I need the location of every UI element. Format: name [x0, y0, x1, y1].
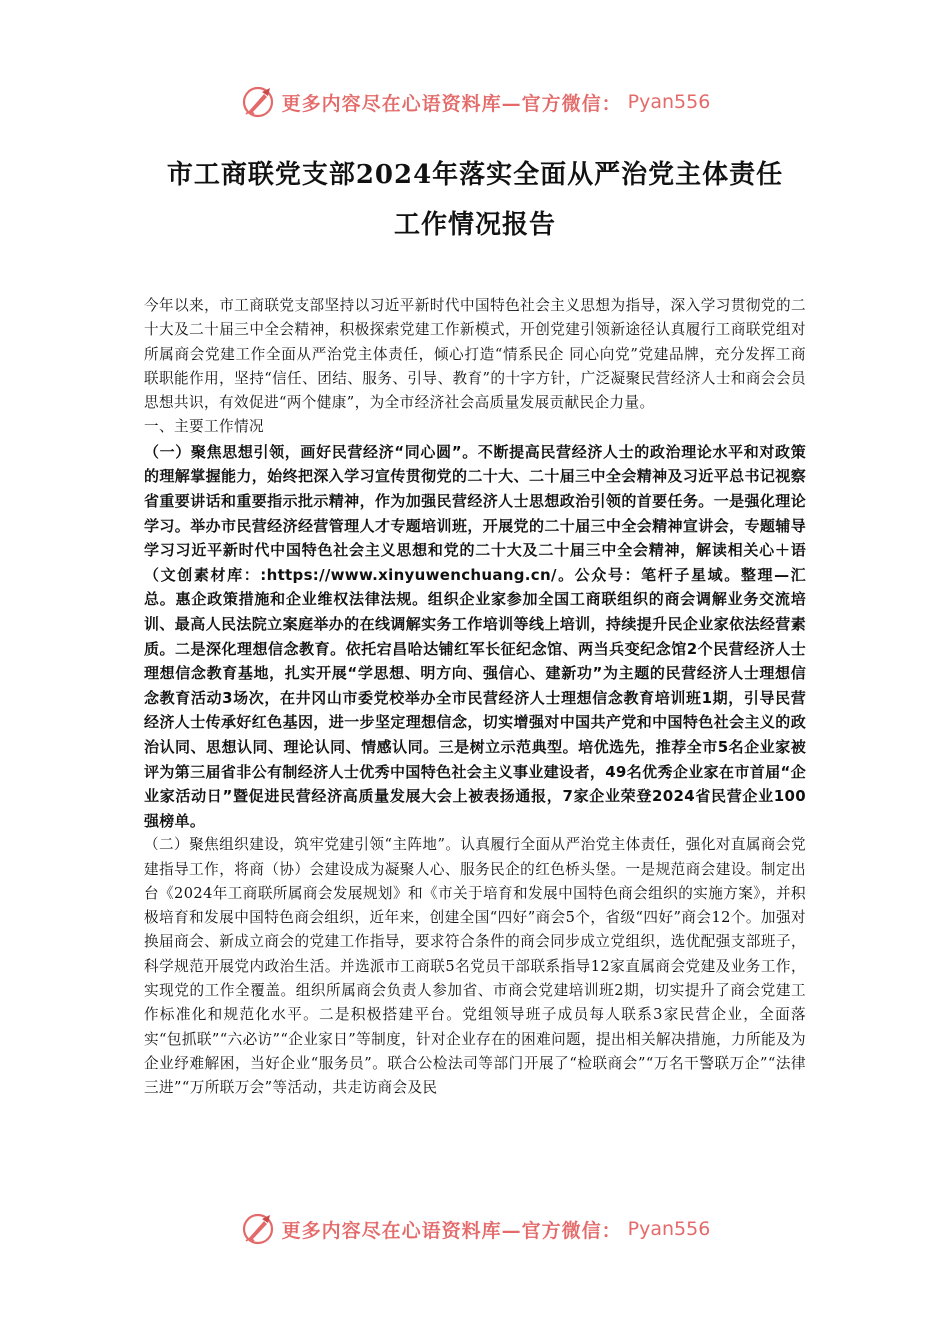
document-body: [144, 294, 806, 1101]
title-line-1: 市工商联党支部2024年落实全面从严治党主体责任: [166, 160, 784, 190]
title-line-2: 工作情况报告: [393, 210, 556, 240]
section-part-2: （二）聚焦组织建设，筑牢党建引领“主阵地”。认真履行全面从严治党主体责任，强化对直属商会党建指导工作，将商（协）会建设成为凝聚人心、服务民企的红色桥头堡。一是规范商会建设。制定出台《2024年工商联所属商会发展规划》和《市关于培育和发展中国特色商会组织的实施方案》，并积极培育和发展中国特色商会组织，近年来，创建全国“四好”商会5个，省级“四好”商会12个。加强对换届商会、新成立商会的党建工作指导，要求符合条件的商会同步成立党组织，选优配强支部班子，科学规范开展党内政治生活。并选派市工商联5名党员干部联系指导12家直属商会党建及业务工作，实现党的工作全覆盖。组织所属商会负责人参加省、市商会党建培训班2期，切实提升了商会党建工作标准化和规范化水平。二是积极搭建平台。党组领导班子成员每人联系3家民营企业，全面落实“包抓联”“六必访”“企业家日”等制度，针对企业存在的困难问题，提出相关解决措施，力所能及为企业纾难解困，当好企业“服务员”。联合公检法司等部门开展了“检联商会”“万名干警联万企”“法律三进”“万所联万会”等活动，共走访商会及民: [144, 836, 806, 1097]
intro-paragraph: 今年以来，市工商联党支部坚持以习近平新时代中国特色社会主义思想为指导，深入学习贯彻党的二十大及二十届三中全会精神，积极探索党建工作新模式，开创党建引领新途径认真履行工商联党组对所属商会党建工作全面从严治党主体责任，倾心打造“情系民企 同心向党”党建品牌，充分发挥工商联职能作用，坚持“信任、团结、服务、引导、教育”的十字方针，广泛凝聚民营经济人士和商会会员思想共识，有效促进“两个健康”，为全市经济社会高质量发展贡献民企力量。: [144, 297, 806, 412]
pen-logo-icon: [240, 1211, 276, 1247]
watermark-banner-top: [0, 82, 950, 122]
watermark-handle: Pyan556: [627, 1218, 711, 1240]
document-title: [100, 150, 850, 250]
watermark-text: 更多内容尽在心语资料库—官方微信：: [281, 1219, 622, 1242]
watermark-banner-bottom: [0, 1209, 950, 1249]
watermark-handle: Pyan556: [627, 91, 711, 113]
section-heading: 一、主要工作情况: [144, 418, 264, 436]
watermark-text: 更多内容尽在心语资料库—官方微信：: [281, 92, 622, 115]
section-part-1: （一）聚焦思想引领，画好民营经济“同心圆”。不断提高民营经济人士的政治理论水平和对政策的理解掌握能力，始终把深入学习宣传贯彻党的二十大、二十届三中全会精神及习近平总书记视察省重要讲话和重要指示批示精神，作为加强民营经济人士思想政治引领的首要任务。一是强化理论学习。举办市民营经济经营管理人才专题培训班，开展党的二十届三中全会精神宣讲会，专题辅导学习习近平新时代中国特色社会主义思想和党的二十大及二十届三中全会精神，解读相关心＋语（文创素材库：:https://www.xinyuwenchuang.cn/。公众号：笔杆子星域。整理—汇总。惠企政策措施和企业维权法律法规。组织企业家参加全国工商联组织的商会调解业务交流培训、最高人民法院立案庭举办的在线调解实务工作培训等线上培训，持续提升民企业家依法经营素质。二是深化理想信念教育。依托宕昌哈达铺红军长征纪念馆、两当兵变纪念馆2个民营经济人士理想信念教育基地，扎实开展“学思想、明方向、强信心、建新功”为主题的民营经济人士理想信念教育活动3场次，在井冈山市委党校举办全市民营经济人士理想信念教育培训班1期，引导民营经济人士传承好红色基因，进一步坚定理想信念，切实增强对中国共产党和中国特色社会主义的政治认同、思想认同、理论认同、情感认同。三是树立示范典型。培优选先，推荐全市5名企业家被评为第三届省非公有制经济人士优秀中国特色社会主义事业建设者，49名优秀企业家在市首届“企业家活动日”暨促进民营经济高质量发展大会上被表扬通报，7家企业荣登2024省民营企业100强榜单。: [144, 442, 806, 830]
pen-logo-icon: [240, 84, 276, 120]
